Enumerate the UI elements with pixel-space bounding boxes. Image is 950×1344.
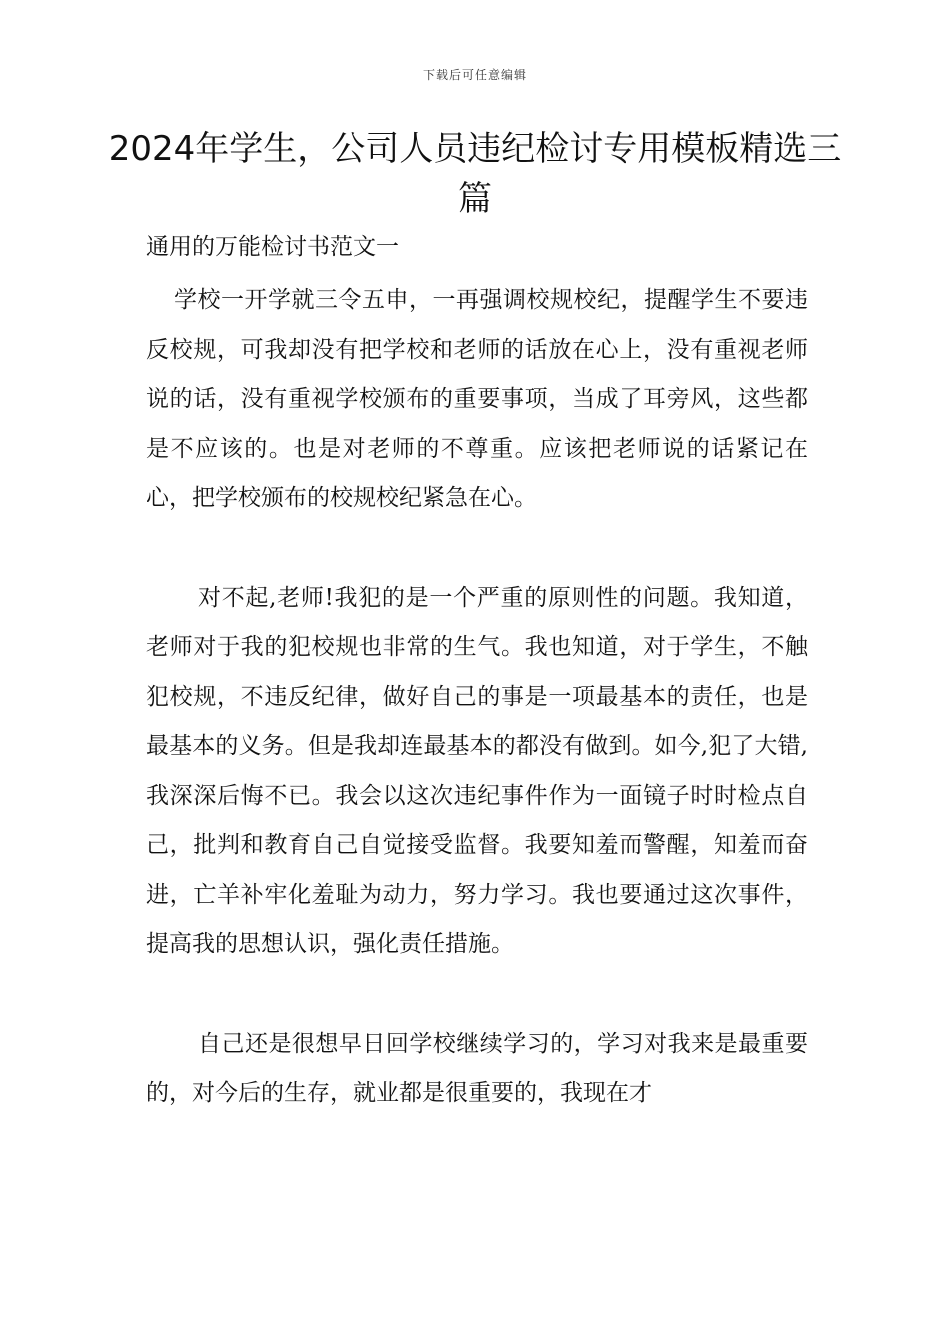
- paragraph-2: 对不起,老师!我犯的是一个严重的原则性的问题。我知道，老师对于我的犯校规也非常的生气。我也知道，对于学生，不触犯校规，不违反纪律，做好自己的事是一项最基本的责任，也是最基本的义务。但是我却连最基本的都没有做到。如今,犯了大错,我深深后悔不已。我会以这次违纪事件作为一面镜子时时检点自己，批判和教育自己自觉接受监督。我要知羞而警醒，知羞而奋进，亡羊补牢化羞耻为动力，努力学习。我也要通过这次事件，提高我的思想认识，强化责任措施。: [146, 584, 808, 957]
- document-body: [146, 228, 808, 1119]
- paragraph-gap: [146, 970, 808, 1020]
- paragraph-1: 学校一开学就三令五申，一再强调校规校纪，提醒学生不要违反校规，可我却没有把学校和老师的话放在心上，没有重视老师说的话，没有重视学校颁布的重要事项，当成了耳旁风，这些都是不应该的。也是对老师的不尊重。应该把老师说的话紧记在心，把学校颁布的校规校纪紧急在心。: [146, 287, 808, 511]
- paragraph-gap: [146, 524, 808, 574]
- paragraph-3: 自己还是很想早日回学校继续学习的，学习对我来是最重要的，对今后的生存，就业都是很重要的，我现在才: [146, 1030, 808, 1106]
- section-heading: 通用的万能检讨书范文一: [146, 234, 399, 260]
- document-title: 2024年学生，公司人员违纪检讨专用模板精选三篇: [108, 129, 842, 219]
- header-note: 下载后可任意编辑: [422, 68, 527, 82]
